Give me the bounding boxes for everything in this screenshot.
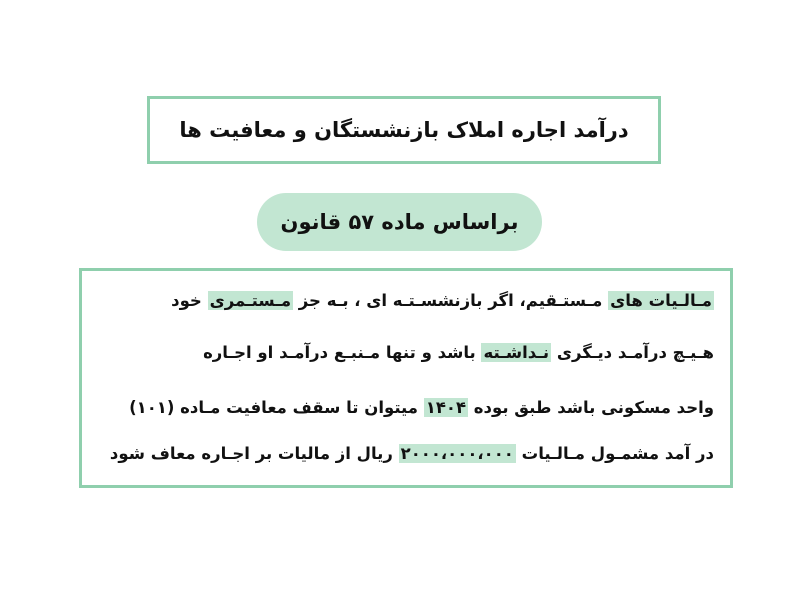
segment-4-2: ۲۰۰۰،۰۰۰،۰۰۰	[400, 444, 514, 463]
body-text-box	[79, 268, 733, 488]
segment-1-1: مـالـیات های	[610, 291, 712, 310]
segment-2-1: هـیـچ درآمـد دیـگری	[551, 343, 714, 362]
segment-4-1: در آمد مشمـول مـالـیات	[515, 444, 714, 463]
body-line-2	[203, 340, 714, 366]
segment-1-4: خود	[171, 291, 208, 310]
page-title: درآمد اجاره املاک بازنشستگان و معافیت ها	[179, 118, 629, 142]
segment-2-2: نـداشـته	[483, 343, 550, 362]
body-line-4	[110, 441, 714, 467]
body-line-1	[171, 288, 714, 314]
segment-1-3: مـستـمری	[209, 291, 292, 310]
body-line-3	[129, 395, 714, 421]
segment-1-2: مـستـقیم، اگر بازنشسـتـه ای ، بـه جز	[293, 291, 609, 310]
segment-3-1: واحد مسکونی باشد طبق بوده	[468, 398, 714, 417]
subtitle-pill	[257, 193, 542, 251]
segment-4-3: ریال از مالیات بر اجـاره معاف شود	[109, 444, 399, 463]
subtitle: براساس ماده ۵۷ قانون	[280, 210, 519, 234]
segment-2-3: باشد و تنها مـنبـع درآمـد او اجـاره	[203, 343, 482, 362]
segment-3-2: ۱۴۰۴	[425, 398, 467, 417]
title-box	[147, 96, 661, 164]
segment-3-3: میتوان تا سقف معافیت مـاده (۱۰۱)	[129, 398, 424, 417]
